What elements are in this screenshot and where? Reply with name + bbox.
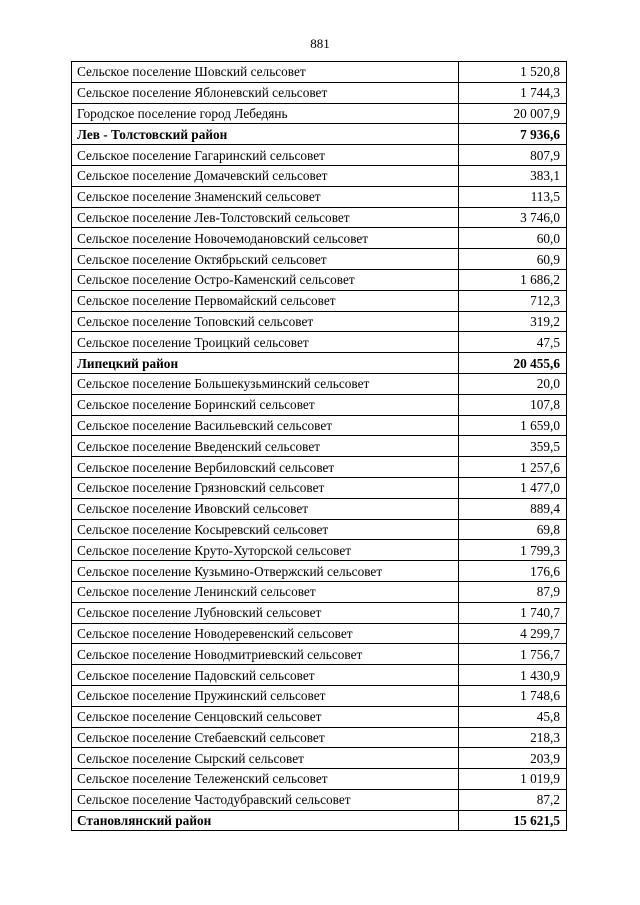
settlement-name-cell: Сельское поселение Октябрьский сельсовет	[72, 249, 459, 270]
settlement-amount-cell: 1 659,0	[459, 415, 567, 436]
settlement-row	[72, 186, 567, 207]
settlement-name-cell: Сельское поселение Сырский сельсовет	[72, 748, 459, 769]
settlement-row	[72, 228, 567, 249]
settlement-row	[72, 62, 567, 83]
settlement-row	[72, 103, 567, 124]
settlement-name-cell: Сельское поселение Домачевский сельсовет	[72, 165, 459, 186]
settlement-amount-cell: 383,1	[459, 165, 567, 186]
settlement-row	[72, 665, 567, 686]
settlement-amount-cell: 218,3	[459, 727, 567, 748]
settlement-row	[72, 165, 567, 186]
settlement-amount-cell: 87,9	[459, 581, 567, 602]
settlement-amount-cell: 87,2	[459, 789, 567, 810]
settlement-name-cell: Городское поселение город Лебедянь	[72, 103, 459, 124]
settlement-name-cell: Сельское поселение Троицкий сельсовет	[72, 332, 459, 353]
settlement-amount-cell: 69,8	[459, 519, 567, 540]
district-total-row	[72, 124, 567, 145]
settlement-row	[72, 290, 567, 311]
settlement-name-cell: Сельское поселение Остро-Каменский сельсовет	[72, 269, 459, 290]
settlement-name-cell: Сельское поселение Лев-Толстовский сельсовет	[72, 207, 459, 228]
settlement-row	[72, 332, 567, 353]
settlement-name-cell: Сельское поселение Новочемодановский сельсовет	[72, 228, 459, 249]
settlement-amount-cell: 1 686,2	[459, 269, 567, 290]
settlement-name-cell: Сельское поселение Тележенский сельсовет	[72, 769, 459, 790]
settlement-row	[72, 249, 567, 270]
district-amount-cell: 7 936,6	[459, 124, 567, 145]
budget-table-body	[72, 62, 567, 831]
settlement-name-cell: Сельское поселение Васильевский сельсовет	[72, 415, 459, 436]
district-name-cell: Лев - Толстовский район	[72, 124, 459, 145]
settlement-row	[72, 311, 567, 332]
settlement-row	[72, 477, 567, 498]
settlement-name-cell: Сельское поселение Косыревский сельсовет	[72, 519, 459, 540]
settlement-row	[72, 685, 567, 706]
district-amount-cell: 20 455,6	[459, 353, 567, 374]
settlement-amount-cell: 4 299,7	[459, 623, 567, 644]
settlement-name-cell: Сельское поселение Частодубравский сельсовет	[72, 789, 459, 810]
settlement-name-cell: Сельское поселение Ивовский сельсовет	[72, 498, 459, 519]
settlement-name-cell: Сельское поселение Круто-Хуторской сельсовет	[72, 540, 459, 561]
settlement-amount-cell: 107,8	[459, 394, 567, 415]
settlement-name-cell: Сельское поселение Введенский сельсовет	[72, 436, 459, 457]
settlement-row	[72, 581, 567, 602]
settlement-row	[72, 394, 567, 415]
settlement-name-cell: Сельское поселение Шовский сельсовет	[72, 62, 459, 83]
settlement-amount-cell: 47,5	[459, 332, 567, 353]
settlement-row	[72, 373, 567, 394]
settlement-amount-cell: 319,2	[459, 311, 567, 332]
settlement-name-cell: Сельское поселение Стебаевский сельсовет	[72, 727, 459, 748]
settlement-amount-cell: 1 748,6	[459, 685, 567, 706]
settlement-row	[72, 727, 567, 748]
settlement-amount-cell: 1 799,3	[459, 540, 567, 561]
settlement-name-cell: Сельское поселение Топовский сельсовет	[72, 311, 459, 332]
settlement-name-cell: Сельское поселение Ленинский сельсовет	[72, 581, 459, 602]
settlement-amount-cell: 712,3	[459, 290, 567, 311]
settlement-amount-cell: 60,9	[459, 249, 567, 270]
settlement-row	[72, 436, 567, 457]
settlement-row	[72, 769, 567, 790]
settlement-row	[72, 145, 567, 166]
district-name-cell: Становлянский район	[72, 810, 459, 831]
settlement-row	[72, 269, 567, 290]
settlement-amount-cell: 3 746,0	[459, 207, 567, 228]
settlement-row	[72, 789, 567, 810]
settlement-row	[72, 602, 567, 623]
district-total-row	[72, 810, 567, 831]
district-name-cell: Липецкий район	[72, 353, 459, 374]
settlement-name-cell: Сельское поселение Боринский сельсовет	[72, 394, 459, 415]
settlement-amount-cell: 359,5	[459, 436, 567, 457]
settlement-amount-cell: 1 520,8	[459, 62, 567, 83]
settlement-name-cell: Сельское поселение Падовский сельсовет	[72, 665, 459, 686]
settlement-row	[72, 644, 567, 665]
settlement-row	[72, 561, 567, 582]
settlement-amount-cell: 1 477,0	[459, 477, 567, 498]
settlement-name-cell: Сельское поселение Сенцовский сельсовет	[72, 706, 459, 727]
settlement-name-cell: Сельское поселение Кузьмино-Отвержский сельсовет	[72, 561, 459, 582]
settlement-row	[72, 82, 567, 103]
settlement-amount-cell: 45,8	[459, 706, 567, 727]
district-amount-cell: 15 621,5	[459, 810, 567, 831]
budget-table	[71, 61, 567, 831]
settlement-amount-cell: 60,0	[459, 228, 567, 249]
settlement-row	[72, 498, 567, 519]
settlement-amount-cell: 203,9	[459, 748, 567, 769]
settlement-row	[72, 207, 567, 228]
settlement-amount-cell: 20 007,9	[459, 103, 567, 124]
settlement-name-cell: Сельское поселение Лубновский сельсовет	[72, 602, 459, 623]
settlement-row	[72, 415, 567, 436]
settlement-amount-cell: 1 740,7	[459, 602, 567, 623]
settlement-row	[72, 457, 567, 478]
page-number: 881	[310, 36, 330, 51]
settlement-name-cell: Сельское поселение Новодеревенский сельсовет	[72, 623, 459, 644]
settlement-amount-cell: 113,5	[459, 186, 567, 207]
settlement-amount-cell: 1 019,9	[459, 769, 567, 790]
settlement-name-cell: Сельское поселение Новодмитриевский сельсовет	[72, 644, 459, 665]
settlement-name-cell: Сельское поселение Грязновский сельсовет	[72, 477, 459, 498]
settlement-row	[72, 748, 567, 769]
settlement-amount-cell: 1 744,3	[459, 82, 567, 103]
settlement-name-cell: Сельское поселение Вербиловский сельсовет	[72, 457, 459, 478]
settlement-name-cell: Сельское поселение Знаменский сельсовет	[72, 186, 459, 207]
settlement-amount-cell: 176,6	[459, 561, 567, 582]
settlement-name-cell: Сельское поселение Гагаринский сельсовет	[72, 145, 459, 166]
settlement-amount-cell: 1 430,9	[459, 665, 567, 686]
settlement-name-cell: Сельское поселение Яблоневский сельсовет	[72, 82, 459, 103]
settlement-amount-cell: 889,4	[459, 498, 567, 519]
settlement-amount-cell: 20,0	[459, 373, 567, 394]
settlement-amount-cell: 1 756,7	[459, 644, 567, 665]
settlement-amount-cell: 807,9	[459, 145, 567, 166]
settlement-amount-cell: 1 257,6	[459, 457, 567, 478]
settlement-row	[72, 706, 567, 727]
settlement-name-cell: Сельское поселение Большекузьминский сельсовет	[72, 373, 459, 394]
settlement-name-cell: Сельское поселение Пружинский сельсовет	[72, 685, 459, 706]
settlement-row	[72, 623, 567, 644]
settlement-row	[72, 540, 567, 561]
settlement-row	[72, 519, 567, 540]
district-total-row	[72, 353, 567, 374]
settlement-name-cell: Сельское поселение Первомайский сельсовет	[72, 290, 459, 311]
